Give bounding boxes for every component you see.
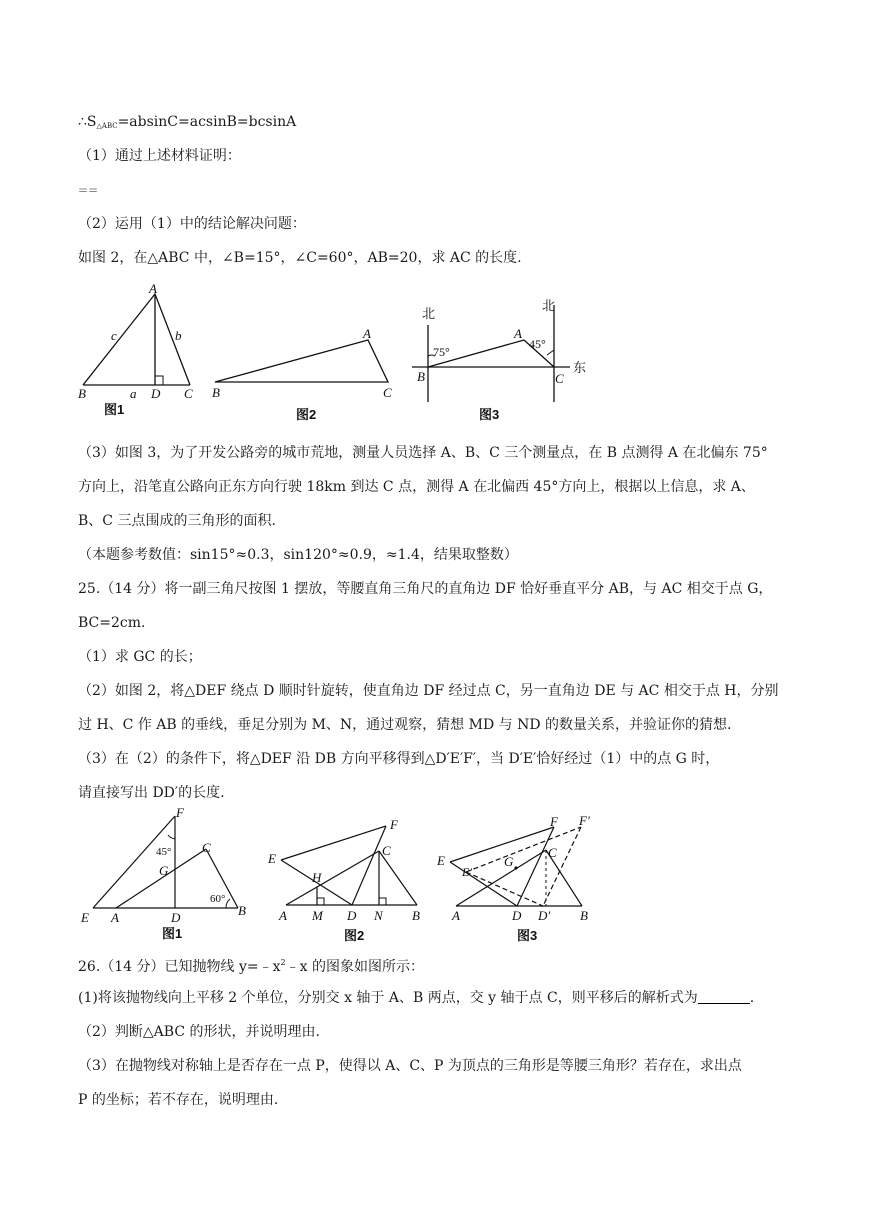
label-a: a [130,386,137,401]
label-C: C [184,386,193,401]
north-label-2: 北 [542,299,556,314]
label-B: B [580,908,588,923]
label-B: B [412,908,420,923]
label-E: E [268,851,276,866]
label-F-prime: F′ [579,813,590,828]
question-3-line3: B、C 三点围成的三角形的面积. [78,513,276,529]
label-D: D [151,386,161,401]
caption-fig3: 图3 [479,407,500,422]
angle-45: 45° [156,846,172,858]
label-A: A [279,908,287,923]
label-C: C [548,845,557,860]
problem-26-q2: （2）判断△ABC 的形状，并说明理由. [78,1024,320,1040]
label-C: C [555,371,564,386]
caption-fig2: 图2 [344,928,365,943]
label-A: A [363,326,371,341]
problem-26-q3-line1: （3）在抛物线对称轴上是否存在一点 P，使得以 A、C、P 为顶点的三角形是等腰三角形？若存在，求出点 [78,1058,742,1074]
caption-fig1: 图1 [162,926,183,941]
east-label: 东 [573,361,587,376]
problem-26-q1: (1)将该抛物线向上平移 2 个单位，分别交 x 轴于 A、B 两点，交 y 轴于点 C，则平移后的解析式为 . [78,990,755,1006]
label-N: N [374,908,383,923]
label-E: E [81,910,89,925]
angle-45: 45° [529,337,546,351]
label-A: A [452,908,460,923]
north-label-1: 北 [422,307,436,322]
label-B: B [212,385,220,400]
question-2: （2）运用（1）中的结论解决问题： [78,216,306,232]
label-D: D [512,908,522,923]
problem-25-q2-line1: （2）如图 2，将△DEF 绕点 D 顺时针旋转，使直角边 DF 经过点 C，另一直角边 DE 与 AC 相交于点 H，分别 [78,683,779,699]
caption-fig3: 图3 [517,928,538,943]
label-M: M [312,908,323,923]
question-2-detail: 如图 2，在△ABC 中，∠B=15°，∠C=60°，AB=20，求 AC 的长度. [78,250,522,266]
label-A: A [149,281,157,296]
label-B: B [417,369,425,384]
label-A: A [514,326,522,341]
label-C: C [202,840,211,855]
figure-3-bearing [405,290,605,425]
label-E-prime: E′ [462,865,472,879]
label-D: D [171,910,181,925]
area-formula: $\therefore S_{\triangle ABC}=absinC=acsinB=bcsinA$ [78,114,297,130]
label-D-prime: D′ [538,908,551,923]
question-3-line2: 方向上，沿笔直公路向正东方向行驶 18km 到达 C 点，测得 A 在北偏西 45°方向上，根据以上信息，求 A、 [78,479,755,495]
problem-26-intro: 26.（14 分）已知抛物线 $y=﹣x^2﹣x$ 的图象如图所示： [78,958,424,975]
reference-values: （本题参考数值：sin15°≈0.3，sin120°≈0.9，≈1.4，结果取整数） [78,547,518,563]
label-C: C [383,385,392,400]
problem-25-line1: 25.（14 分）将一副三角尺按图 1 摆放，等腰直角三角尺的直角边 DF 恰好垂直平分 AB，与 AC 相交于点 G， [78,581,773,597]
label-G: G [159,863,169,878]
label-C: C [382,843,391,858]
figure-25-1 [78,805,258,945]
label-c: c [111,328,117,343]
problem-25-q3-line2: 请直接写出 DD′的长度. [78,785,225,801]
label-A: A [111,910,119,925]
problem-26-q3-line2: P 的坐标；若不存在，说明理由. [78,1092,279,1108]
figure-25-3 [436,810,616,945]
label-B: B [238,903,246,918]
answer-blank[interactable] [698,991,750,1004]
label-b: b [175,328,182,343]
label-G: G [504,854,514,869]
label-D: D [347,908,357,923]
angle-60: 60° [210,893,226,905]
caption-fig2: 图2 [296,407,317,422]
label-F: F [390,817,398,832]
problem-25-q2-line2: 过 H、C 作 AB 的垂线，垂足分别为 M、N，通过观察，猜想 MD 与 ND 的数量关系，并验证你的猜想. [78,717,732,733]
angle-75: 75° [433,345,450,359]
figure-2-triangle [210,325,410,425]
label-F: F [176,805,184,820]
caption-fig1: 图1 [104,402,125,417]
question-3-line1: （3）如图 3，为了开发公路旁的城市荒地，测量人员选择 A、B、C 三个测量点，在 B 点测得 A 在北偏东 75° [78,445,768,461]
label-F: F [550,814,558,829]
label-H: H [312,870,322,885]
problem-25-q1: （1）求 GC 的长； [78,649,202,665]
question-1: （1）通过上述材料证明： [78,148,241,164]
label-B: B [78,386,86,401]
figure-1-triangle [78,280,208,420]
equality-placeholder: == [78,183,99,197]
problem-25-line2: BC=2cm. [78,615,146,631]
figure-25-2 [262,815,442,945]
label-E: E [437,853,445,868]
problem-25-q3-line1: （3）在（2）的条件下，将△DEF 沿 DB 方向平移得到△D′E′F′，当 D′E′恰好经过（1）中的点 G 时， [78,751,720,767]
